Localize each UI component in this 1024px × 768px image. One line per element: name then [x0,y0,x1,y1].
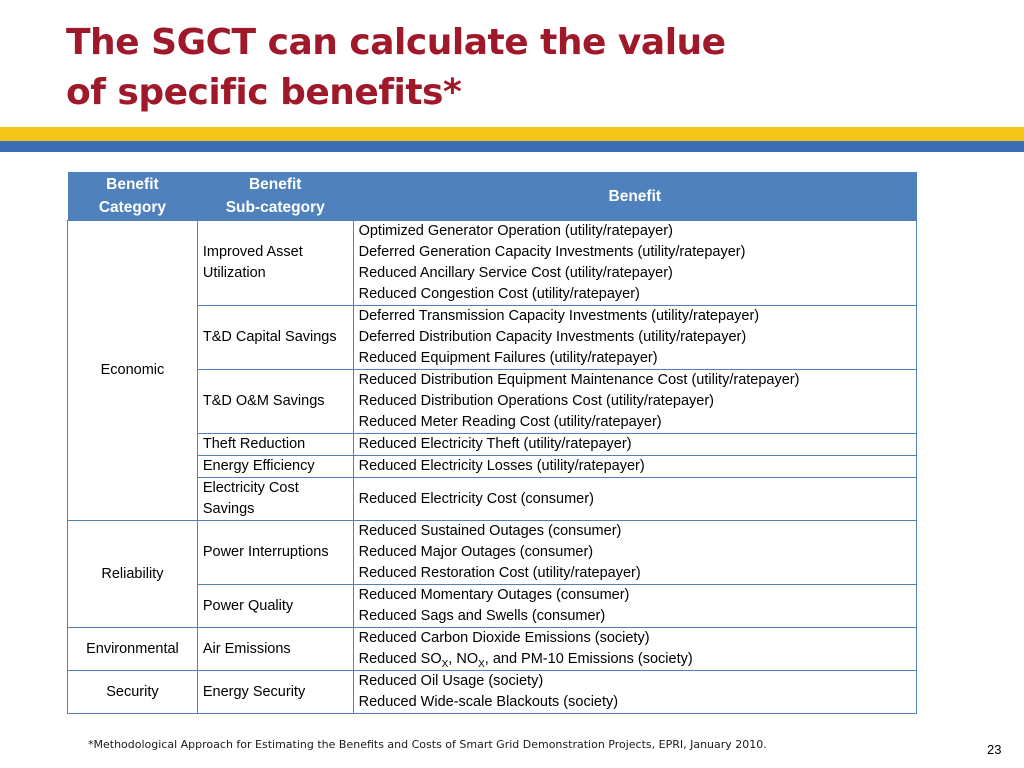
benefits-power-quality [353,585,916,628]
table-row [68,671,917,714]
slide-title-line2: of specific benefits* [66,72,462,113]
slide-title-line1: The SGCT can calculate the value [66,22,726,63]
benefit-item: Reduced Ancillary Service Cost (utility/ratepayer) [358,265,673,281]
category-reliability: Reliability [68,521,198,628]
benefit-item: Optimized Generator Operation (utility/ratepayer) [358,223,673,239]
subcategory-improved-asset-utilization: Improved Asset Utilization [197,221,353,306]
benefit-item: Reduced Major Outages (consumer) [358,544,594,560]
benefit-item: Reduced Electricity Cost (consumer) [358,490,594,507]
table-row [68,221,917,306]
table-header-row [68,172,917,221]
table-row [68,628,917,671]
subcategory-power-quality: Power Quality [197,585,353,628]
benefits-air-emissions [353,628,916,671]
benefit-item: Reduced Momentary Outages (consumer) [358,587,630,603]
benefits-td-om-savings [353,370,916,434]
subcategory-theft-reduction: Theft Reduction [197,434,353,456]
benefit-item: Reduced Congestion Cost (utility/ratepayer) [358,286,640,302]
slide-title [66,18,726,118]
benefit-item: Reduced Distribution Operations Cost (utility/ratepayer) [358,393,714,409]
category-environmental: Environmental [68,628,198,671]
subcategory-power-interruptions: Power Interruptions [197,521,353,585]
footnote: *Methodological Approach for Estimating the Benefits and Costs of Smart Grid Demonstration Projects, EPRI, January 2010. [88,738,767,751]
benefit-item: Deferred Generation Capacity Investments (utility/ratepayer) [358,244,746,260]
benefit-item: Reduced Distribution Equipment Maintenance Cost (utility/ratepayer) [358,372,800,388]
benefit-item: Reduced Oil Usage (society) [358,673,544,689]
category-security: Security [68,671,198,714]
benefits-td-capital-savings [353,306,916,370]
benefits-theft-reduction [353,434,916,456]
header-band-yellow [0,127,1024,141]
header-band-blue [0,141,1024,152]
subcategory-td-om-savings: T&D O&M Savings [197,370,353,434]
benefit-item: Reduced Meter Reading Cost (utility/ratepayer) [358,414,662,430]
category-economic: Economic [68,221,198,521]
benefit-item: Reduced Equipment Failures (utility/ratepayer) [358,350,658,366]
benefit-item: Reduced Carbon Dioxide Emissions (society) [358,630,650,646]
benefit-item: Deferred Distribution Capacity Investments (utility/ratepayer) [358,329,747,345]
benefits-energy-security [353,671,916,714]
benefit-item: Reduced Electricity Theft (utility/ratepayer) [358,436,632,452]
subcategory-td-capital-savings: T&D Capital Savings [197,306,353,370]
header-benefit-subcategory: Benefit Sub-category [197,172,353,221]
page-number: 23 [987,742,1002,757]
benefits-power-interruptions [353,521,916,585]
header-benefit: Benefit [353,172,916,221]
benefits-improved-asset-utilization [353,221,916,306]
benefits-energy-efficiency [353,456,916,478]
benefit-item: Reduced Wide-scale Blackouts (society) [358,694,619,710]
table-row [68,521,917,585]
subcategory-energy-efficiency: Energy Efficiency [197,456,353,478]
benefit-item: Reduced Sags and Swells (consumer) [358,608,606,624]
benefit-item: Deferred Transmission Capacity Investments (utility/ratepayer) [358,308,760,324]
benefit-item: Reduced Restoration Cost (utility/ratepayer) [358,565,641,581]
benefits-electricity-cost-savings [353,478,916,521]
header-benefit-category: Benefit Category [68,172,198,221]
benefit-item-emissions: Reduced $SO_X$, $NO_X$, and PM-10 Emissions (society) [358,651,693,670]
subcategory-air-emissions: Air Emissions [197,628,353,671]
benefit-item: Reduced Sustained Outages (consumer) [358,523,622,539]
benefit-item: Reduced Electricity Losses (utility/ratepayer) [358,458,645,474]
subcategory-electricity-cost-savings: Electricity Cost Savings [197,478,353,521]
subcategory-energy-security: Energy Security [197,671,353,714]
benefits-table [67,172,917,714]
